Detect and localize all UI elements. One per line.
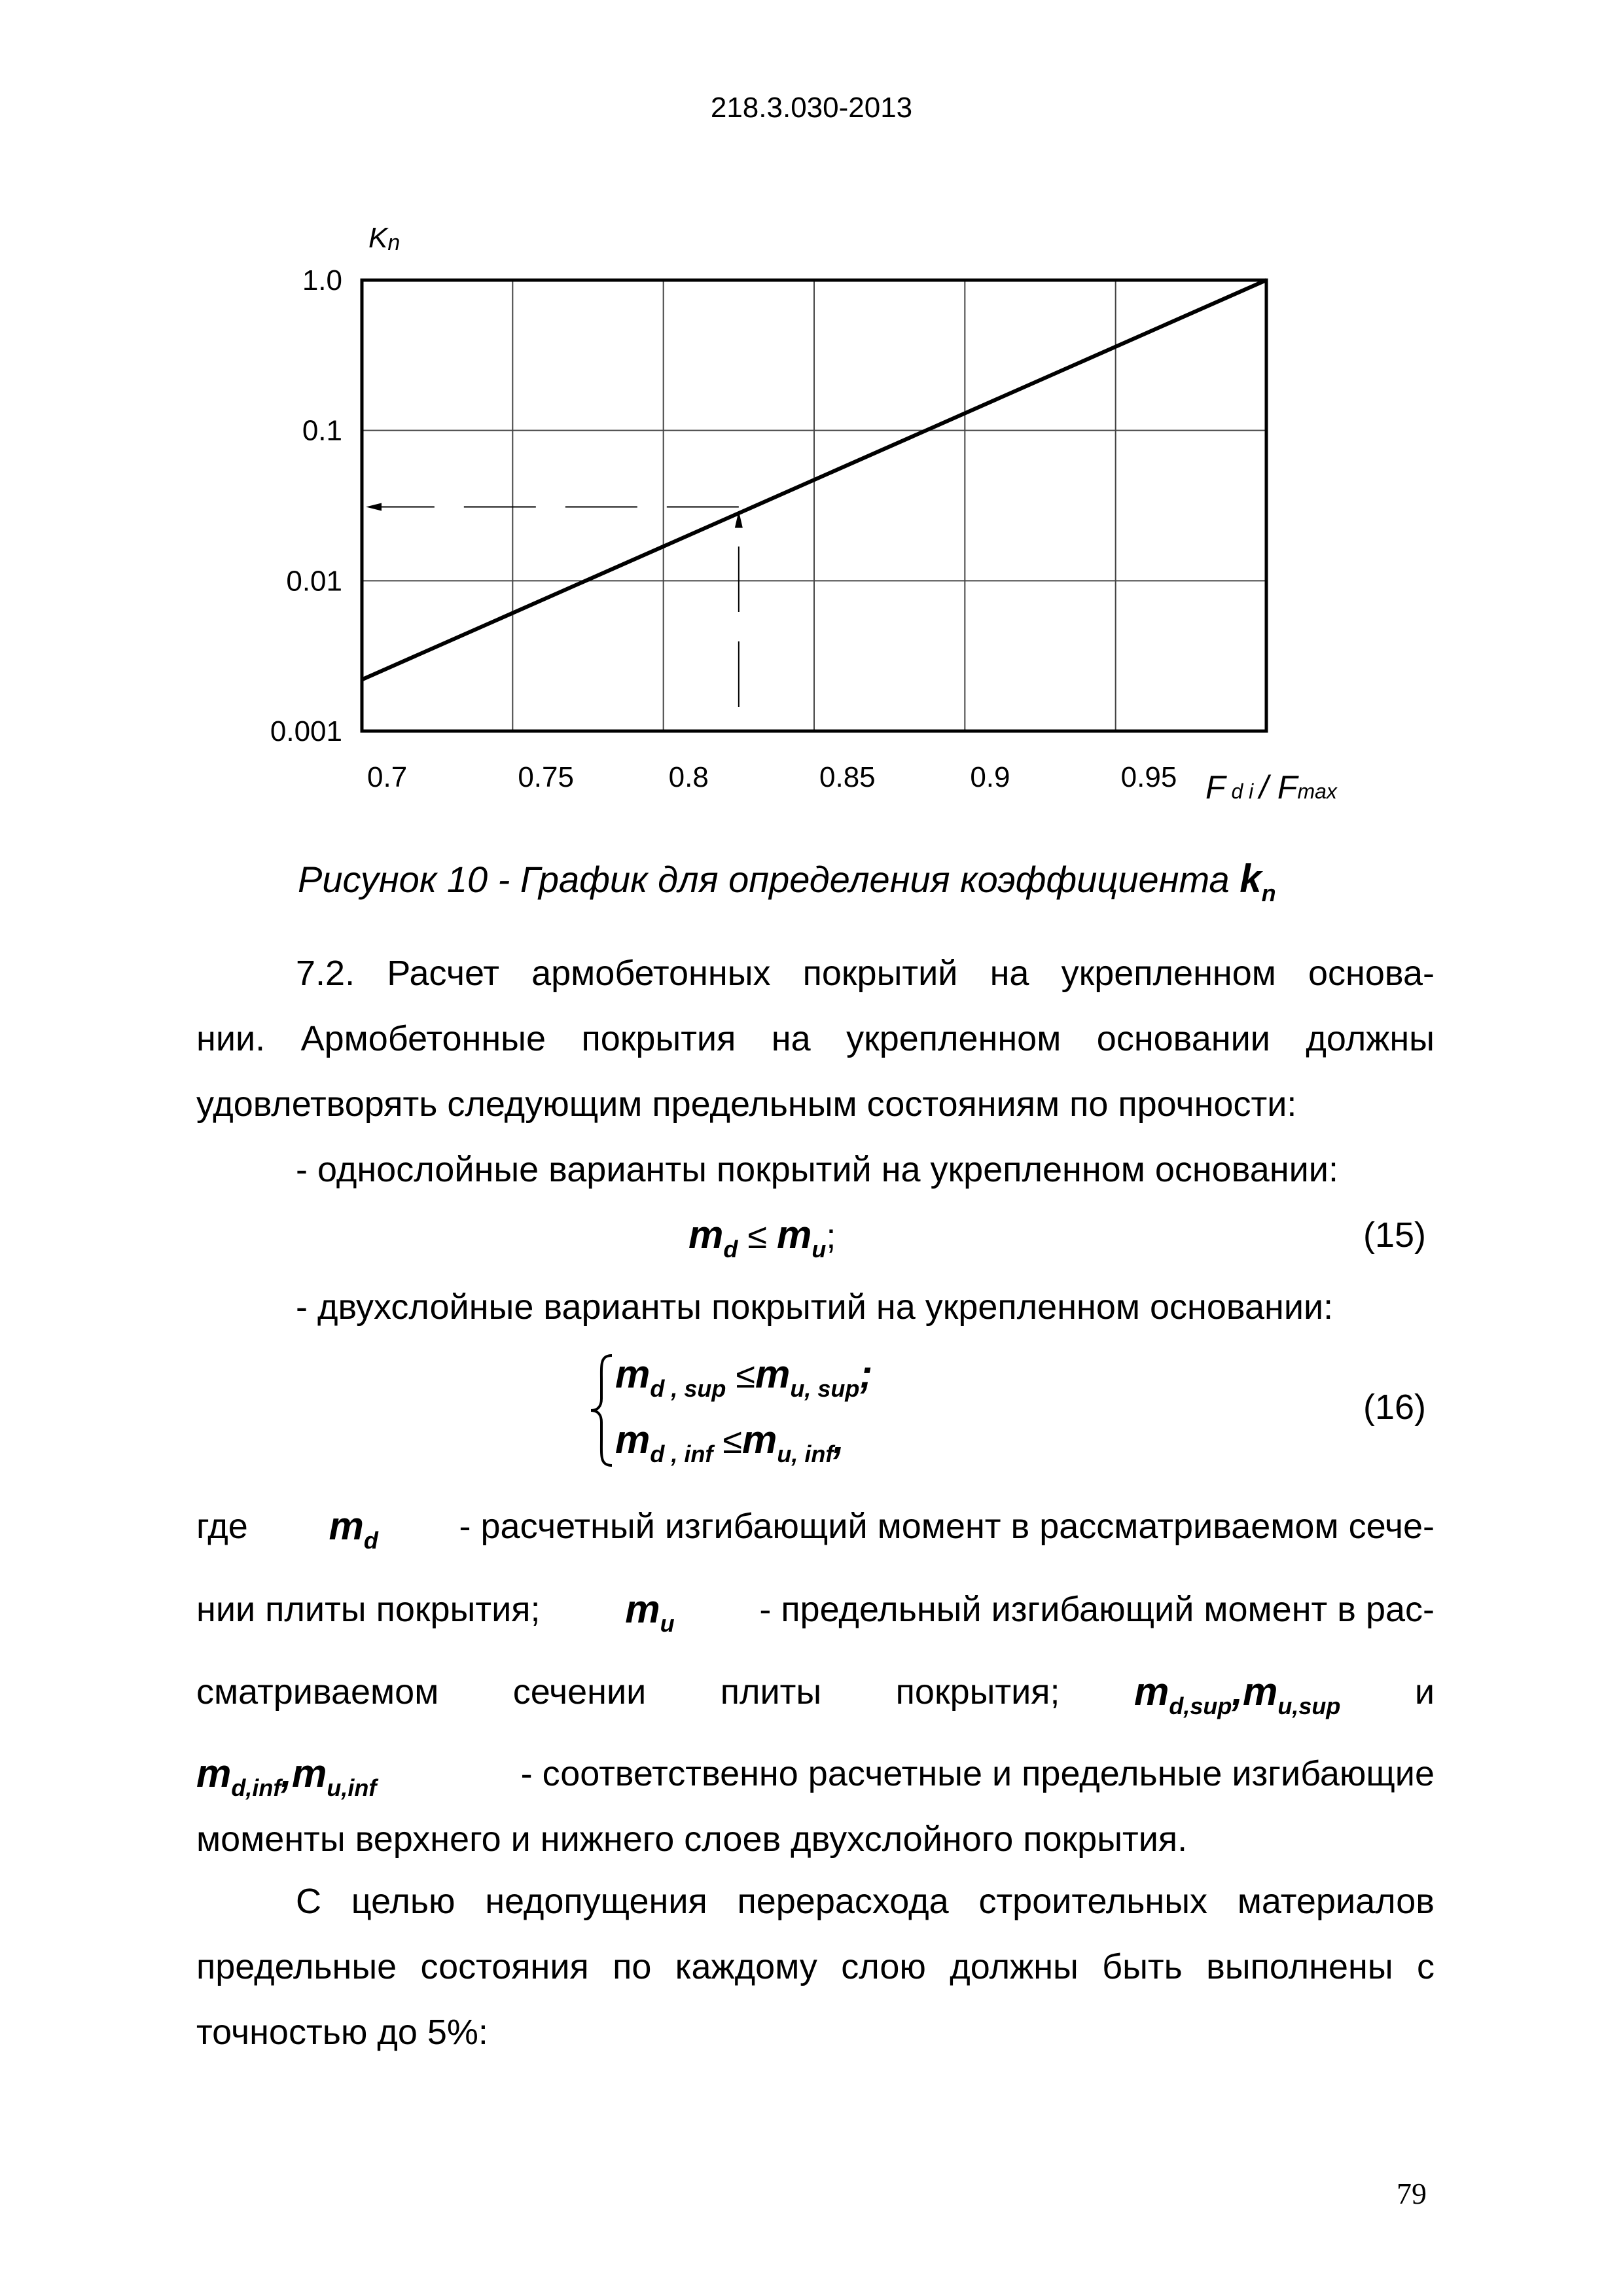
word-3: плиты <box>720 1672 822 1712</box>
system-brace <box>586 1352 618 1469</box>
single-layer-text: - однослойные варианты покрытий на укрепленном основании: <box>296 1150 1338 1189</box>
formula-15 <box>688 1202 836 1282</box>
subscript-d: d <box>363 1527 378 1554</box>
two-layer-text: - двухслойные варианты покрытий на укрепленном основании: <box>296 1287 1334 1327</box>
definitions-line-5: моменты верхнего и нижнего слоев двухслойного покрытия. <box>196 1820 1188 1859</box>
subscript-d-sup: d,sup <box>1169 1693 1232 1719</box>
subscript-u: u <box>812 1236 827 1263</box>
subscript-u-sup: u,sup <box>1277 1693 1341 1719</box>
x-tick-label-0: 0.7 <box>367 761 408 793</box>
y-tick-label-0: 0.001 <box>270 715 342 747</box>
y-tick-label-3: 1.0 <box>302 264 342 296</box>
definition-md: - расчетный изгибающий момент в рассматриваемом сече- <box>459 1507 1435 1546</box>
le-sign: ≤ <box>747 1217 768 1256</box>
symbol-m: m <box>688 1213 724 1257</box>
page-number: 79 <box>1397 2177 1427 2210</box>
comma: , <box>833 1418 845 1462</box>
symbol-m: m <box>1243 1670 1278 1713</box>
symbol-m: m <box>196 1751 232 1795</box>
comma: , <box>281 1751 293 1795</box>
definitions-line-1 <box>196 1494 1435 1573</box>
x-tick-label-2: 0.8 <box>668 761 709 793</box>
symbol-mu <box>625 1577 674 1657</box>
le-sign: ≤ <box>736 1356 756 1395</box>
semicolon: ; <box>826 1217 836 1256</box>
symbol-m: m <box>742 1418 777 1462</box>
subscript-d: d <box>723 1236 738 1263</box>
word-4: покрытия; <box>895 1672 1060 1712</box>
y-tick-label-2: 0.1 <box>302 414 342 447</box>
symbol-m: m <box>1134 1670 1169 1713</box>
subscript-u-sup: u, sup <box>790 1375 860 1402</box>
example-arrow-left <box>366 503 382 511</box>
paragraph-7-2-line-1: 7.2. Расчет армобетонных покрытий на укрепленном основа- <box>296 954 1435 993</box>
paragraph-material-line-2: предельные состояния по каждому слою должны быть выполнены с <box>196 1947 1435 1986</box>
figure-caption <box>298 856 1276 907</box>
document-code: 218.3.030-2013 <box>710 92 913 124</box>
subscript-d-sup: d , sup <box>650 1375 726 1402</box>
y-axis-label: Kn <box>368 222 401 255</box>
paragraph-material-line-3: точностью до 5%: <box>196 2013 488 2052</box>
definitions-line-2 <box>196 1577 1435 1657</box>
word-2: сечении <box>512 1672 647 1712</box>
semicolon: ; <box>859 1352 873 1396</box>
comma: , <box>1232 1670 1243 1713</box>
symbol-m: m <box>615 1352 651 1396</box>
definition-tail: нии плиты покрытия; <box>196 1590 541 1629</box>
symbol-m: m <box>777 1213 812 1257</box>
word-1: сматриваемом <box>196 1672 439 1712</box>
paragraph-material-line-1: С целью недопущения перерасхода строительных материалов <box>296 1882 1435 1921</box>
x-tick-label-3: 0.85 <box>819 761 876 793</box>
subscript-u-inf: u, inf <box>777 1441 834 1467</box>
x-axis-label: F d i / Fmax <box>1205 769 1337 806</box>
symbol-md-sup-mu-sup <box>1134 1659 1340 1739</box>
where-word: где <box>196 1507 248 1546</box>
y-tick-label-1: 0.01 <box>286 565 342 598</box>
caption-text: Рисунок 10 - График для определения коэффициента <box>298 859 1240 900</box>
symbol-m: m <box>625 1587 660 1631</box>
equation-number-16: (16) <box>1363 1388 1427 1427</box>
symbol-m: m <box>755 1352 791 1396</box>
subscript-u-inf: u,inf <box>327 1774 377 1801</box>
kn-chart <box>0 0 1623 825</box>
symbol-m: m <box>292 1751 327 1795</box>
symbol-md <box>329 1494 378 1573</box>
word-and: и <box>1414 1672 1435 1712</box>
definitions-line-3 <box>196 1659 1435 1739</box>
x-tick-label-4: 0.9 <box>970 761 1010 793</box>
caption-symbol: k <box>1240 857 1262 901</box>
paragraph-7-2-line-2: нии. Армобетонные покрытия на укрепленном основании должны <box>196 1019 1435 1058</box>
x-tick-label-1: 0.75 <box>518 761 574 793</box>
definition-inf: - соответственно расчетные и предельные изгибающие <box>520 1754 1435 1793</box>
symbol-m: m <box>615 1418 651 1462</box>
paragraph-7-2-line-3: удовлетворять следующим предельным состояниям по прочности: <box>196 1085 1297 1124</box>
subscript-d-inf: d , inf <box>650 1441 713 1467</box>
subscript-d-inf: d,inf <box>231 1774 281 1801</box>
equation-number-15: (15) <box>1363 1215 1427 1255</box>
caption-subscript: n <box>1261 880 1276 906</box>
symbol-m: m <box>329 1504 364 1548</box>
x-tick-label-5: 0.95 <box>1120 761 1177 793</box>
le-sign: ≤ <box>722 1422 742 1461</box>
subscript-u: u <box>660 1610 675 1637</box>
definition-mu: - предельный изгибающий момент в рас- <box>759 1590 1435 1629</box>
formula-16-line-2 <box>615 1407 844 1487</box>
